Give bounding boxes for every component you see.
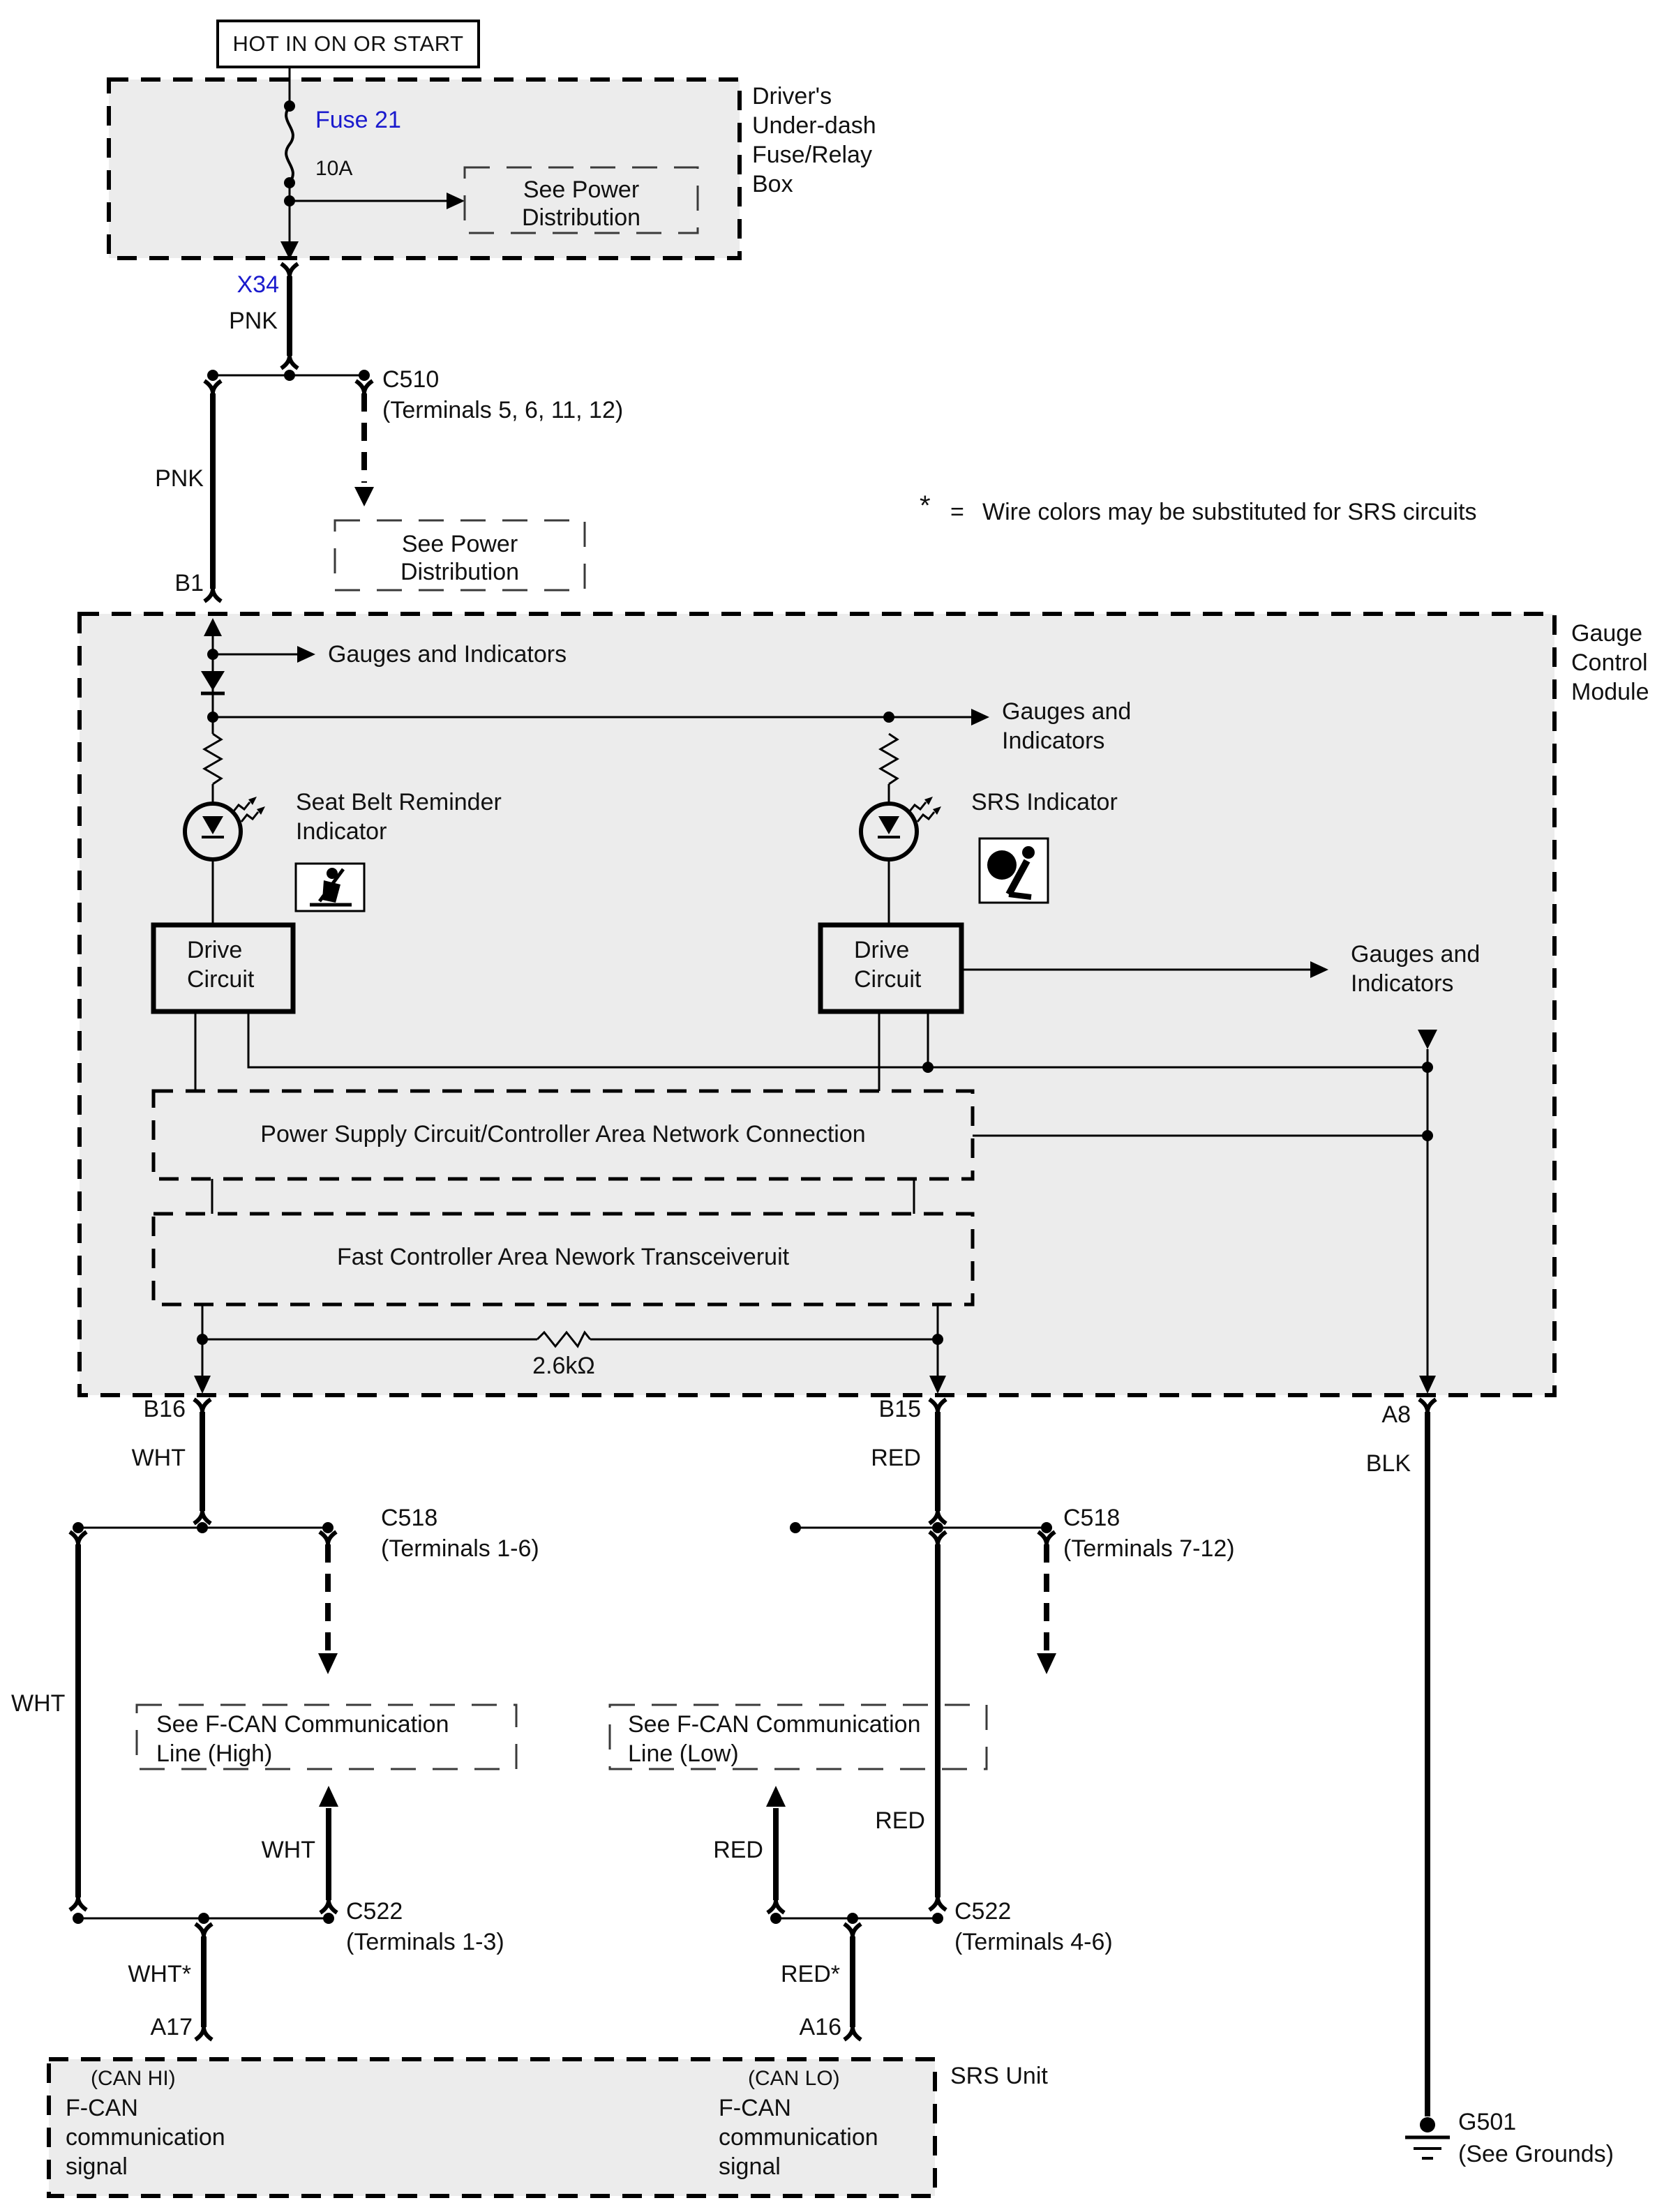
pin-label-b15: B15 [878, 1396, 921, 1422]
gauges-indicators-label: Gauges and [1002, 698, 1132, 725]
hot-banner: HOT IN ON OR START [216, 20, 480, 68]
module-title-line: Gauge [1571, 620, 1643, 647]
pin-label-b16: B16 [143, 1396, 186, 1422]
pin-label-a16: A16 [799, 2014, 841, 2040]
connector-fork [70, 1897, 87, 1910]
fcan-low-ref-text: Line (Low) [628, 1740, 739, 1767]
wire-label-red: RED [875, 1807, 925, 1834]
c522-junctions [78, 1808, 938, 2040]
connector-fork [320, 1532, 336, 1544]
note-star: * [920, 490, 931, 521]
can-lo-label: (CAN LO) [748, 2067, 840, 2090]
fusebox-title-line: Fuse/Relay [752, 142, 872, 168]
connector-fork [1038, 1532, 1055, 1544]
pin-label-b1: B1 [174, 570, 204, 596]
connector-fork [281, 356, 298, 368]
drive-circuit-label: Drive [187, 937, 243, 963]
b1-wire [204, 381, 221, 601]
arrowhead-up [319, 1786, 338, 1807]
connector-fork [844, 2027, 861, 2040]
fcan-low-ref-text: See F-CAN Communication [628, 1711, 921, 1738]
connector-label-c522: C522 [954, 1898, 1012, 1925]
drive-circuit-label: Drive [854, 937, 910, 963]
fusebox-title-line: Driver's [752, 83, 832, 110]
fcan-signal-line: signal [719, 2153, 781, 2180]
gauges-indicators-label: Gauges and [1351, 941, 1481, 968]
connector-terminals-c510: (Terminals 5, 6, 11, 12) [382, 397, 624, 423]
gauges-indicators-label: Gauges and Indicators [328, 641, 567, 668]
wire-label-wht-star: WHT* [128, 1961, 191, 1987]
ground-sublabel: (See Grounds) [1458, 2141, 1614, 2167]
wire-label-wht: WHT [11, 1690, 66, 1717]
connector-fork [70, 1532, 87, 1544]
connector-fork [1419, 1399, 1436, 1412]
connector-fork [194, 1511, 211, 1523]
fusebox-title-line: Box [752, 171, 793, 197]
c522-dots [73, 1786, 943, 1924]
connector-fork [194, 1399, 211, 1412]
fcan-signal-line: communication [66, 2124, 225, 2151]
connector-label-c522: C522 [346, 1898, 403, 1925]
wire-label-wht: WHT [131, 1445, 186, 1471]
fusebox-title-line: Under-dash [752, 112, 876, 139]
wire-label-pnk: PNK [229, 308, 278, 334]
power-dist-ref-text: See Power [401, 531, 518, 557]
seat-belt-indicator-label: Indicator [296, 818, 387, 845]
srs-unit-title: SRS Unit [950, 2063, 1048, 2089]
pin-label-a8: A8 [1381, 1401, 1411, 1428]
pin-wires [194, 1399, 1436, 2116]
wire-label-red: RED [871, 1445, 921, 1471]
ground-label-g501: G501 [1458, 2109, 1517, 2135]
module-title-line: Module [1571, 679, 1649, 705]
fcan-signal-line: signal [66, 2153, 128, 2180]
connector-label-x34: X34 [237, 271, 279, 298]
wire-label-blk: BLK [1365, 1450, 1411, 1477]
fcan-high-ref-text: See F-CAN Communication [156, 1711, 449, 1738]
connector-fork [356, 381, 373, 393]
connector-terminals-c522-left: (Terminals 1-3) [346, 1929, 504, 1955]
seat-belt-indicator-label: Seat Belt Reminder [296, 789, 502, 815]
fast-can-label: Fast Controller Area Nework Transceiveruit [336, 1244, 790, 1270]
connector-fork [195, 2027, 212, 2040]
note-text: Wire colors may be substituted for SRS circuits [982, 499, 1477, 525]
ground-symbol [1405, 2117, 1450, 2158]
fuse-rating-label: 10A [315, 157, 353, 180]
srs-indicator-label: SRS Indicator [971, 789, 1118, 815]
seat-belt-icon [296, 864, 364, 911]
connector-terminals-c518-right: (Terminals 7-12) [1063, 1535, 1235, 1562]
connector-fork [204, 589, 221, 601]
connector-fork [204, 381, 221, 393]
arrowhead-up [766, 1786, 786, 1807]
wire-label-red-star: RED* [780, 1961, 840, 1987]
note-equals: = [950, 499, 964, 525]
arrowhead-down [1037, 1653, 1056, 1674]
resistor-value-label: 2.6kΩ [532, 1353, 595, 1379]
connector-terminals-c522-right: (Terminals 4-6) [954, 1929, 1113, 1955]
drive-circuit-label: Circuit [854, 966, 922, 993]
power-dist-ref-text: Distribution [521, 204, 641, 231]
power-dist-ref-text: See Power [523, 176, 640, 203]
connector-fork [767, 1900, 784, 1913]
fcan-signal-line: F-CAN [66, 2095, 138, 2121]
can-hi-label: (CAN HI) [91, 2067, 176, 2090]
drive-circuit-label: Circuit [187, 966, 255, 993]
gauge-control-module-box [80, 614, 1554, 1395]
connector-fork [281, 264, 298, 276]
c518-dots [73, 1522, 1056, 1674]
pin-label-a17: A17 [150, 2014, 193, 2040]
wire-label-pnk: PNK [155, 465, 204, 492]
connector-fork [195, 1924, 212, 1936]
power-supply-label: Power Supply Circuit/Controller Area Network Connection [260, 1121, 866, 1148]
airbag-icon [980, 838, 1048, 903]
gauges-indicators-label: Indicators [1351, 970, 1454, 997]
arrowhead-down [318, 1653, 338, 1674]
fcan-signal-line: communication [719, 2124, 878, 2151]
connector-fork [929, 1897, 946, 1910]
connector-fork [844, 1924, 861, 1936]
wire-label-red: RED [713, 1837, 763, 1863]
connector-fork [929, 1511, 946, 1523]
power-dist-ref-text: Distribution [400, 559, 520, 585]
fuse-name-label: Fuse 21 [315, 107, 401, 133]
arrowhead-down [354, 487, 374, 506]
connector-fork [320, 1900, 337, 1913]
fcan-high-ref-text: Line (High) [156, 1740, 273, 1767]
gauges-indicators-label: Indicators [1002, 728, 1105, 754]
module-title-line: Control [1571, 649, 1648, 676]
connector-label-c518: C518 [1063, 1505, 1121, 1531]
connector-label-c518: C518 [381, 1505, 438, 1531]
c510-branch [356, 381, 373, 483]
connector-terminals-c518-left: (Terminals 1-6) [381, 1535, 539, 1562]
fcan-signal-line: F-CAN [719, 2095, 791, 2121]
connector-fork [929, 1399, 946, 1412]
connector-label-c510: C510 [382, 366, 440, 393]
wire-label-wht: WHT [261, 1837, 315, 1863]
connector-fork [929, 1532, 946, 1544]
